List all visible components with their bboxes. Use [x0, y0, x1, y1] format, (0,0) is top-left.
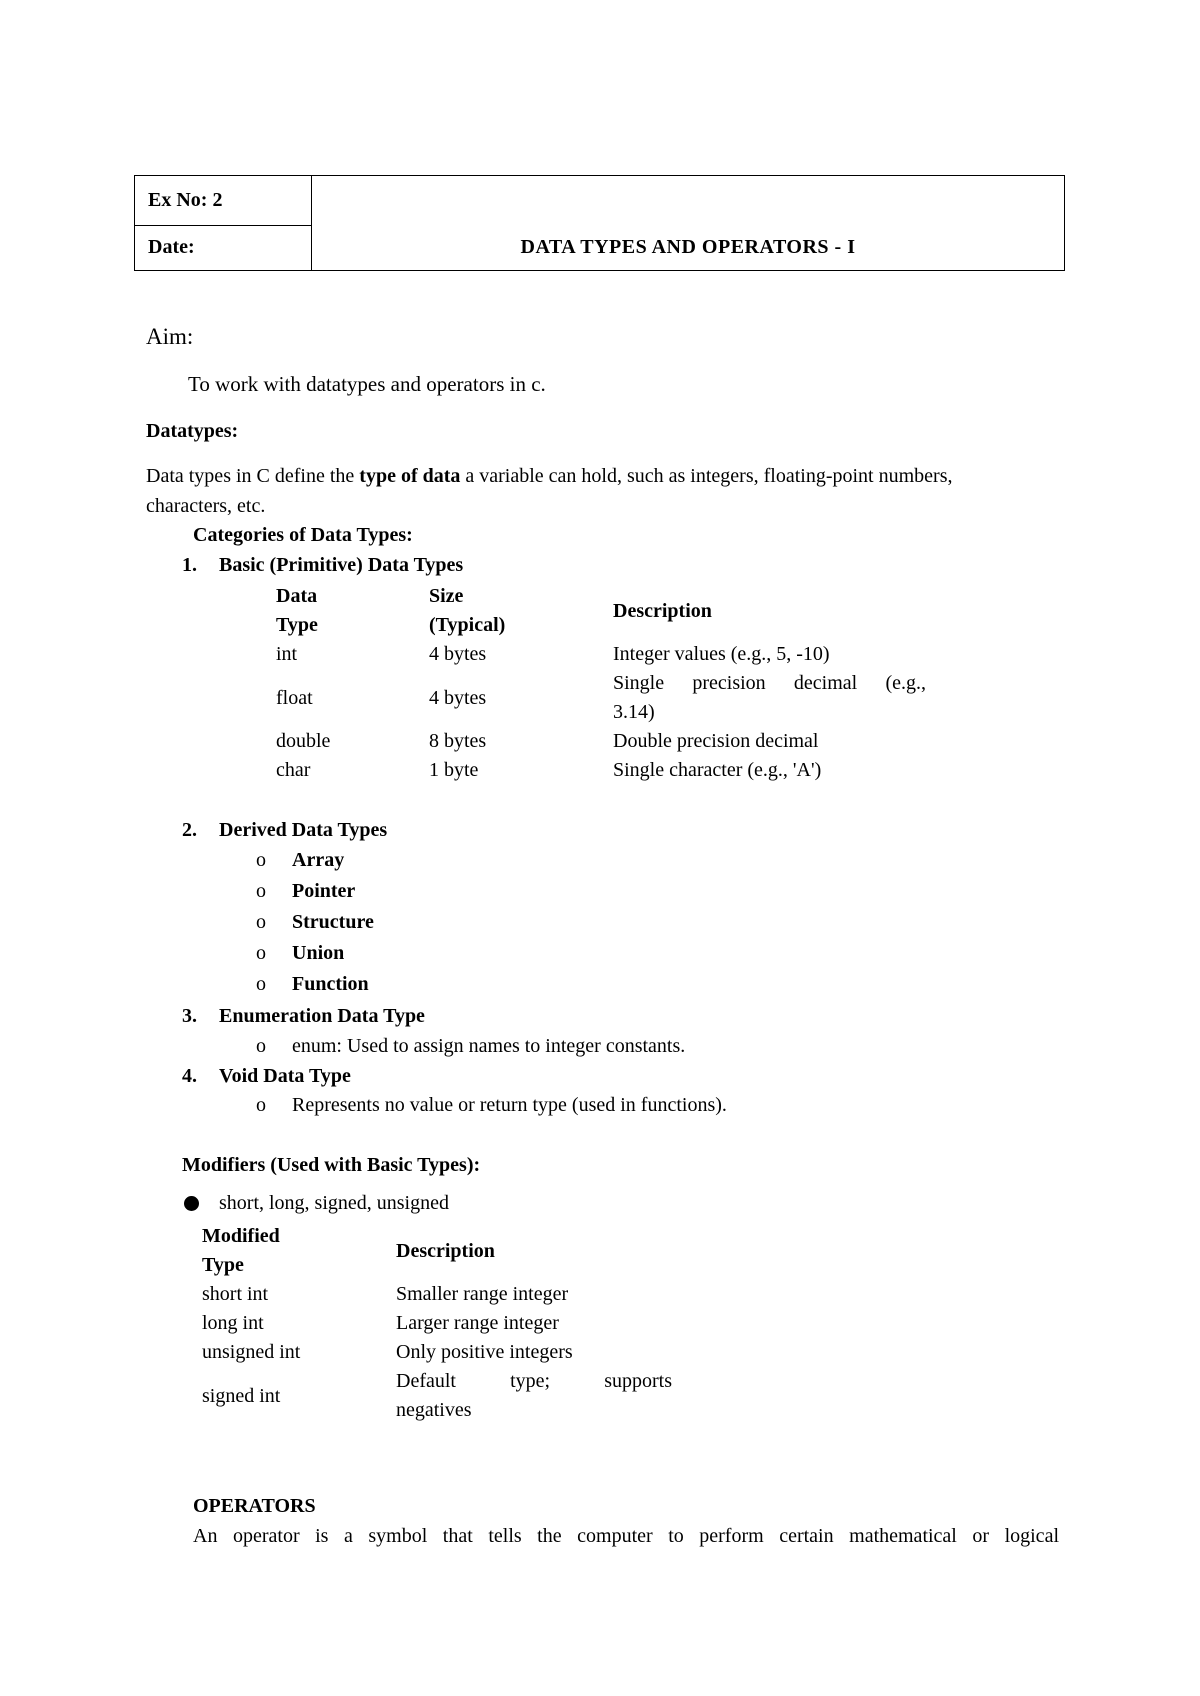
size-cell: 4 bytes	[429, 643, 487, 665]
derived-list	[256, 848, 374, 1003]
header-description: Description	[613, 600, 712, 622]
description-cell: Default type; supports negatives	[396, 1370, 672, 1421]
list-item	[256, 972, 374, 1003]
aim-heading: Aim:	[146, 324, 194, 349]
list-item	[256, 910, 374, 941]
size-cell: 4 bytes	[429, 687, 487, 709]
header-modified-type: Modified Type	[202, 1225, 280, 1276]
intro-text-line2: characters, etc.	[146, 495, 266, 517]
enum-description: enum: Used to assign names to integer constants.	[292, 1035, 686, 1057]
type-cell: int	[276, 643, 298, 665]
table-row	[276, 640, 926, 669]
table-row	[276, 756, 926, 785]
description-cell: Larger range integer	[396, 1312, 559, 1334]
type-cell: char	[276, 759, 311, 781]
category-1-label: Basic (Primitive) Data Types	[219, 554, 464, 576]
header-description: Description	[396, 1240, 495, 1262]
datatypes-intro	[146, 464, 1066, 518]
page-title: DATA TYPES AND OPERATORS - I	[520, 236, 856, 258]
table-header-row	[276, 582, 926, 640]
derived-item-label: Union	[292, 942, 345, 964]
derived-item-label: Pointer	[292, 880, 356, 902]
ex-no-label: Ex No: 2	[148, 189, 223, 211]
list-item	[256, 941, 374, 972]
list-item	[256, 848, 374, 879]
bullet-dot-icon	[184, 1196, 199, 1211]
type-cell: unsigned int	[202, 1341, 301, 1363]
list-item	[256, 1093, 727, 1117]
table-row	[202, 1280, 672, 1309]
header-row-divider	[135, 225, 311, 226]
type-cell: long int	[202, 1312, 264, 1334]
modifiers-heading: Modifiers (Used with Basic Types):	[182, 1154, 481, 1176]
table-header-row	[202, 1222, 672, 1280]
size-cell: 8 bytes	[429, 730, 487, 752]
size-cell: 1 byte	[429, 759, 479, 781]
category-2-number: 2.	[182, 819, 197, 841]
intro-text-end: a variable can hold, such as integers, floating-point numbers,	[460, 465, 953, 487]
operators-heading: OPERATORS	[193, 1495, 316, 1517]
bullet-marker: o	[256, 1035, 266, 1057]
header-box	[134, 175, 1065, 271]
modifiers-table	[202, 1222, 672, 1425]
table-row	[202, 1309, 672, 1338]
date-label: Date:	[148, 236, 195, 258]
derived-item-label: Array	[292, 849, 345, 871]
category-1-number: 1.	[182, 554, 197, 576]
description-cell: Single character (e.g., 'A')	[613, 759, 822, 781]
description-cell: Smaller range integer	[396, 1283, 569, 1305]
category-3-number: 3.	[182, 1005, 197, 1027]
modifiers-list: short, long, signed, unsigned	[219, 1192, 449, 1214]
description-cell: Only positive integers	[396, 1341, 573, 1363]
description-cell: Integer values (e.g., 5, -10)	[613, 643, 830, 665]
description-cell: Single precision decimal (e.g., 3.14)	[613, 672, 926, 723]
type-cell: signed int	[202, 1385, 281, 1407]
list-item	[256, 1034, 685, 1058]
description-cell: Double precision decimal	[613, 730, 819, 752]
derived-item-label: Function	[292, 973, 369, 995]
intro-text-start: Data types in C define the	[146, 465, 360, 487]
table-row	[202, 1338, 672, 1367]
categories-heading: Categories of Data Types:	[193, 524, 413, 546]
table-row	[276, 727, 926, 756]
basic-types-table	[276, 582, 926, 785]
bullet-marker: o	[256, 973, 266, 995]
operators-text: An operator is a symbol that tells the computer to perform certain mathematical or logical	[193, 1525, 1059, 1547]
type-cell: float	[276, 687, 313, 709]
header-data-type: Data Type	[276, 585, 318, 636]
bullet-marker: o	[256, 942, 266, 964]
bullet-marker: o	[256, 911, 266, 933]
category-4-number: 4.	[182, 1065, 197, 1087]
intro-text-bold: type of data	[359, 465, 461, 487]
category-4-label: Void Data Type	[219, 1065, 351, 1087]
derived-item-label: Structure	[292, 911, 374, 933]
bullet-marker: o	[256, 1094, 266, 1116]
category-2-label: Derived Data Types	[219, 819, 388, 841]
header-size: Size (Typical)	[429, 585, 506, 636]
table-row	[276, 669, 926, 727]
aim-text: To work with datatypes and operators in c.	[188, 372, 546, 396]
list-item	[256, 879, 374, 910]
table-row	[202, 1367, 672, 1425]
type-cell: short int	[202, 1283, 269, 1305]
bullet-marker: o	[256, 880, 266, 902]
category-3-label: Enumeration Data Type	[219, 1005, 425, 1027]
void-description: Represents no value or return type (used in functions).	[292, 1094, 727, 1116]
bullet-marker: o	[256, 849, 266, 871]
datatypes-heading: Datatypes:	[146, 420, 239, 442]
type-cell: double	[276, 730, 331, 752]
